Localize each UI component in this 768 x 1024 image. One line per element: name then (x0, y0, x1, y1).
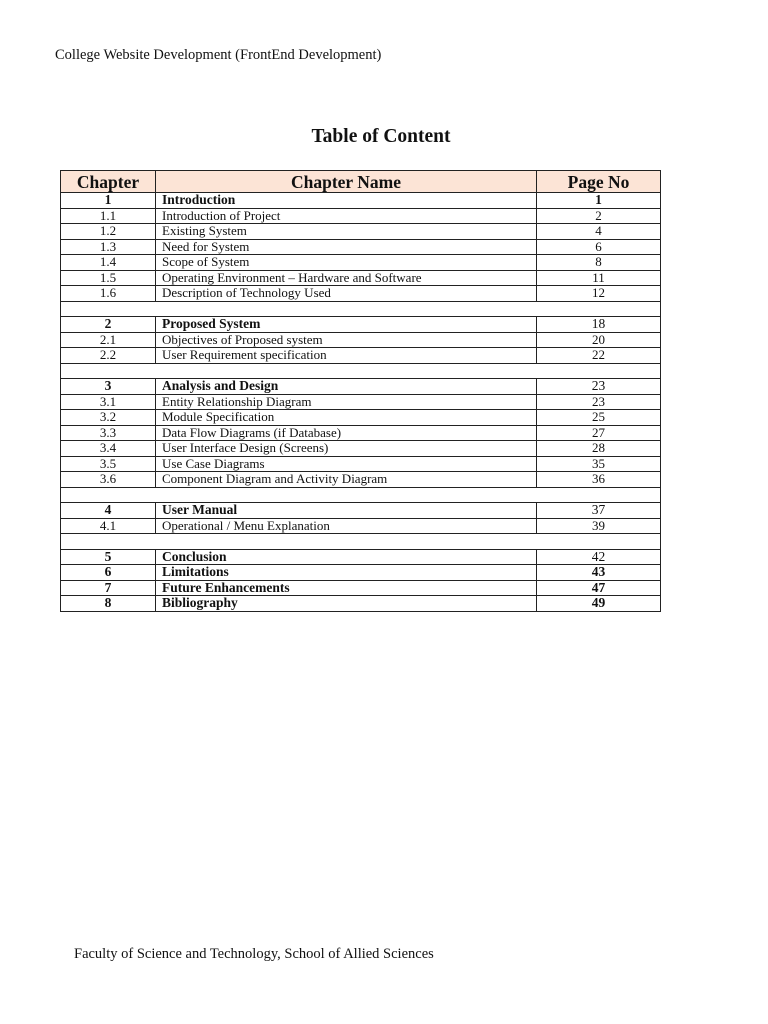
chapter-name-cell: Analysis and Design (156, 379, 537, 395)
chapter-name-cell: Operational / Menu Explanation (156, 518, 537, 534)
chapter-number-cell: 3.3 (61, 425, 156, 441)
page-number-cell: 20 (537, 332, 661, 348)
chapter-number-cell: 1.6 (61, 286, 156, 302)
chapter-name-cell: Existing System (156, 224, 537, 240)
page-number-cell: 36 (537, 472, 661, 488)
page-number-cell: 39 (537, 518, 661, 534)
chapter-name-cell: User Interface Design (Screens) (156, 441, 537, 457)
section-row (61, 472, 661, 488)
section-row (61, 456, 661, 472)
chapter-row (61, 379, 661, 395)
chapter-name-cell: Future Enhancements (156, 580, 537, 596)
chapter-number-cell: 7 (61, 580, 156, 596)
chapter-number-cell: 6 (61, 565, 156, 581)
page-title: Table of Content (311, 126, 451, 147)
page-number-cell: 35 (537, 456, 661, 472)
section-row (61, 394, 661, 410)
page-number-cell: 12 (537, 286, 661, 302)
chapter-number-cell: 2.2 (61, 348, 156, 364)
page-number-cell: 6 (537, 239, 661, 255)
table-of-contents (60, 170, 661, 612)
page-number-cell: 28 (537, 441, 661, 457)
chapter-name-cell: Entity Relationship Diagram (156, 394, 537, 410)
chapter-number-cell: 1.3 (61, 239, 156, 255)
chapter-number-cell: 3.2 (61, 410, 156, 426)
chapter-name-cell: Use Case Diagrams (156, 456, 537, 472)
table-spacer-row (61, 487, 661, 503)
section-row (61, 255, 661, 271)
chapter-number-cell: 3.1 (61, 394, 156, 410)
chapter-number-cell: 4 (61, 503, 156, 519)
chapter-name-cell: Objectives of Proposed system (156, 332, 537, 348)
section-row (61, 410, 661, 426)
table-spacer-row (61, 534, 661, 550)
page-number-cell: 27 (537, 425, 661, 441)
page-number-cell: 37 (537, 503, 661, 519)
page-number-cell: 8 (537, 255, 661, 271)
chapter-number-cell: 8 (61, 596, 156, 612)
chapter-name-cell: User Manual (156, 503, 537, 519)
page-number-cell: 22 (537, 348, 661, 364)
section-row (61, 425, 661, 441)
document-header: College Website Development (FrontEnd Development) (55, 47, 382, 63)
column-header-chapter: Chapter (61, 171, 156, 193)
chapter-name-cell: Operating Environment – Hardware and Software (156, 270, 537, 286)
chapter-number-cell: 2 (61, 317, 156, 333)
chapter-name-cell: Proposed System (156, 317, 537, 333)
chapter-number-cell: 3.6 (61, 472, 156, 488)
chapter-name-cell: Data Flow Diagrams (if Database) (156, 425, 537, 441)
page-number-cell: 18 (537, 317, 661, 333)
chapter-row (61, 549, 661, 565)
page-number-cell: 2 (537, 208, 661, 224)
chapter-name-cell: Introduction of Project (156, 208, 537, 224)
chapter-number-cell: 1.5 (61, 270, 156, 286)
section-row (61, 270, 661, 286)
section-row (61, 208, 661, 224)
section-row (61, 286, 661, 302)
section-row (61, 348, 661, 364)
chapter-name-cell: Scope of System (156, 255, 537, 271)
chapter-row (61, 565, 661, 581)
page-number-cell: 43 (537, 565, 661, 581)
column-header-chapter-name: Chapter Name (156, 171, 537, 193)
chapter-name-cell: Bibliography (156, 596, 537, 612)
chapter-number-cell: 1.4 (61, 255, 156, 271)
chapter-number-cell: 3.4 (61, 441, 156, 457)
chapter-row (61, 596, 661, 612)
chapter-number-cell: 1.2 (61, 224, 156, 240)
chapter-name-cell: Conclusion (156, 549, 537, 565)
section-row (61, 332, 661, 348)
section-row (61, 518, 661, 534)
page-number-cell: 49 (537, 596, 661, 612)
chapter-name-cell: Need for System (156, 239, 537, 255)
spacer-cell (61, 487, 661, 503)
chapter-row (61, 193, 661, 209)
spacer-cell (61, 534, 661, 550)
page-number-cell: 47 (537, 580, 661, 596)
chapter-number-cell: 1 (61, 193, 156, 209)
chapter-name-cell: User Requirement specification (156, 348, 537, 364)
page-number-cell: 23 (537, 394, 661, 410)
chapter-number-cell: 3.5 (61, 456, 156, 472)
column-header-page-no: Page No (537, 171, 661, 193)
section-row (61, 441, 661, 457)
page-number-cell: 42 (537, 549, 661, 565)
table-header-row (61, 171, 661, 193)
table-spacer-row (61, 363, 661, 379)
chapter-row (61, 580, 661, 596)
page-number-cell: 25 (537, 410, 661, 426)
spacer-cell (61, 363, 661, 379)
section-row (61, 224, 661, 240)
chapter-name-cell: Limitations (156, 565, 537, 581)
table-body (61, 193, 661, 612)
chapter-number-cell: 4.1 (61, 518, 156, 534)
chapter-name-cell: Module Specification (156, 410, 537, 426)
page-number-cell: 23 (537, 379, 661, 395)
chapter-name-cell: Component Diagram and Activity Diagram (156, 472, 537, 488)
page-number-cell: 11 (537, 270, 661, 286)
chapter-name-cell: Introduction (156, 193, 537, 209)
spacer-cell (61, 301, 661, 317)
page-number-cell: 1 (537, 193, 661, 209)
page-number-cell: 4 (537, 224, 661, 240)
chapter-row (61, 503, 661, 519)
chapter-number-cell: 5 (61, 549, 156, 565)
chapter-number-cell: 2.1 (61, 332, 156, 348)
section-row (61, 239, 661, 255)
chapter-name-cell: Description of Technology Used (156, 286, 537, 302)
document-footer: Faculty of Science and Technology, School of Allied Sciences (74, 946, 434, 962)
chapter-number-cell: 3 (61, 379, 156, 395)
table-spacer-row (61, 301, 661, 317)
chapter-row (61, 317, 661, 333)
chapter-number-cell: 1.1 (61, 208, 156, 224)
